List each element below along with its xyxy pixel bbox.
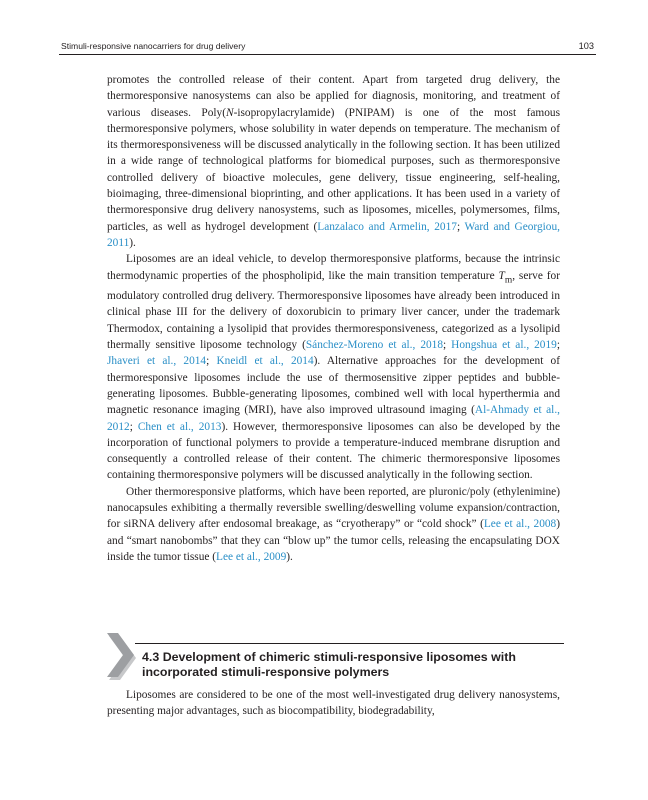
citation-link[interactable]: Lanzalaco and Armelin, 2017 — [317, 220, 457, 233]
citation-link[interactable]: Hongshua et al., 2019 — [451, 339, 557, 352]
citation-link[interactable]: Kneidl et al., 2014 — [216, 355, 314, 368]
paragraph-1: promotes the controlled release of their content. Apart from targeted drug delivery, the thermoresponsive nanosystems can also be applied for diagnosis, monitoring, and treatment of various diseases. Poly(N-isopropylacrylamide) (PNIPAM) is one of the most famous thermoresponsive polymers, whose solubility in water depends on temperature. The mechanism of its thermoresponsiveness will be discussed analytically in the following section. It has been utilized in a wide range of technological platforms for biomedical purposes, such as thermoresponsive controlled delivery of bioactive molecules, gene delivery, tissue engineering, self-healing, bioimaging, three-dimensional bioprinting, and other applications. It has been used in a variety of thermoresponsive drug delivery nanosystems, such as liposomes, micelles, polymersomes, films, particles, as well as hydrogel development (Lanzalaco and Armelin, 2017; Ward and Georgiou, 2011). — [107, 74, 560, 249]
body-text-continued — [107, 687, 560, 720]
body-text — [107, 72, 560, 565]
paragraph-4: Liposomes are considered to be one of the most well-investigated drug delivery nanosystems, presenting major advantages, such as biocompatibility, biodegradability, — [107, 689, 560, 718]
section-title-text: Development of chimeric stimuli-responsive liposomes with incorporated stimuli-responsive polymers — [142, 650, 516, 679]
paragraph-3: Other thermoresponsive platforms, which have been reported, are pluronic/poly (ethylenimine) nanocapsules exhibiting a thermally reversible swelling/deswelling volume expansion/contraction, for siRNA delivery after endosomal breakage, as “cryotherapy” or “cold shock” (Lee et al., 2008) and “smart nanobombs” that they can “blow up” the tumor cells, releasing the encapsulating DOX inside the tumor tissue (Lee et al., 2009). — [107, 485, 560, 563]
citation-link[interactable]: Sánchez-Moreno et al., 2018 — [305, 339, 444, 352]
section-rule — [135, 643, 564, 644]
section-heading — [107, 633, 564, 683]
chevron-shape — [107, 633, 134, 677]
section-title — [142, 650, 562, 680]
citation-link[interactable]: Lee et al., 2009 — [216, 550, 287, 563]
citation-link[interactable]: Jhaveri et al., 2014 — [107, 355, 207, 368]
paragraph-2: Liposomes are an ideal vehicle, to develop thermoresponsive platforms, because the intrinsic thermodynamic properties of the phospholipid, like the main transition temperature $T_m$, serve for modulatory controlled drug delivery. Thermoresponsive liposomes have already been introduced in clinical phase III for the delivery of doxorubicin to primary liver cancer, under the trademark Thermodox, containing a lysolipid that provides thermoresponsiveness, categorized as a lysolipid thermally sensitive liposome technology (Sánchez-Moreno et al., 2018; Hongshua et al., 2019; Jhaveri et al., 2014; Kneidl et al., 2014). Alternative approaches for the development of thermoresponsive liposomes include the use of thermosensitive zipper peptides and bubble-generating liposomes. Bubble-generating liposomes, combined well with local hyperthermia and magnetic resonance imaging (MRI), have also improved ultrasound imaging (Al-Ahmady et al., 2012; Chen et al., 2013). However, thermoresponsive liposomes can also be developed by the incorporation of functional polymers to provide a temperature-induced membrane disruption and consequently a controlled release of their content. The chimeric thermoresponsive liposomes containing thermoresponsive polymers will be discussed analytically in the following section. — [107, 253, 561, 482]
page-number: 103 — [578, 41, 594, 51]
running-head-title: Stimuli-responsive nanocarriers for drug delivery — [61, 41, 246, 51]
citation-link[interactable]: Al-Ahmady et al., 2012 — [107, 404, 561, 433]
section-number: 4.3 — [142, 650, 160, 664]
citation-link[interactable]: Lee et al., 2008 — [483, 518, 557, 531]
chevron-right-icon — [107, 633, 137, 681]
citation-link[interactable]: Chen et al., 2013 — [137, 420, 222, 433]
running-head — [59, 41, 596, 55]
citation-link[interactable]: Ward and Georgiou, 2011 — [107, 220, 560, 249]
